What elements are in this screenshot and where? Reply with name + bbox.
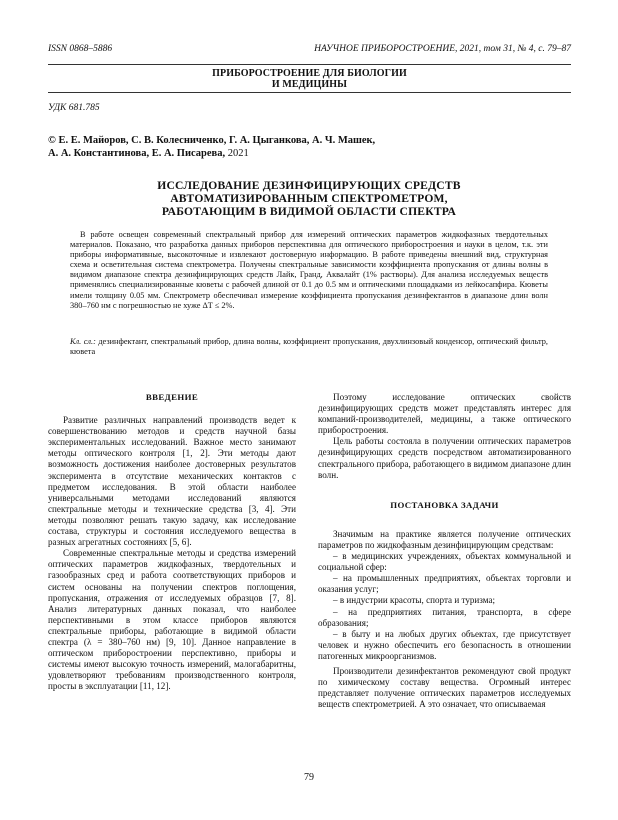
intro-paragraph-1: Развитие различных направлений производств ведет к совершенствованию методов и средств научной базы экспериментальных исследований. Важное место занимают методы оптического контроля [1, 2]. Эти методы дают возможность достижения наиболее достоверных результатов эксперимента в отсутствие механических контактов с предметом исследования. В этой области наиболее универсальными методами исследований являются спектральные методы и технические средства [3, 4]. Эти методы позволяют решать такую задачу, как исследование состава, структуры и состояния исследуемого вещества в разных агрегатных состояниях [5, 6]. — [48, 415, 296, 548]
left-column — [48, 392, 296, 692]
right-paragraph-1: Поэтому исследование оптических свойств дезинфицирующих средств может представлять интерес для компаний-производителей, медицины, а также оптического приборостроения. — [318, 392, 571, 436]
article-title — [80, 179, 538, 218]
section-banner — [48, 68, 571, 90]
keywords-label: Кл. сл.: — [70, 337, 96, 346]
right-column — [318, 392, 571, 710]
introduction-heading: ВВЕДЕНИЕ — [145, 392, 199, 402]
keywords-text: дезинфектант, спектральный прибор, длина волны, коэффициент пропускания, двухлинзовый конденсор, оптический фильтр, кювета — [70, 337, 548, 357]
section-title-line2: И МЕДИЦИНЫ — [271, 79, 348, 90]
problem-statement-heading: ПОСТАНОВКА ЗАДАЧИ — [390, 499, 499, 510]
intro-paragraph-2: Современные спектральные методы и средства измерений оптических параметров жидкофазных, твердотельных и газообразных сред и работа соответствующих приборов и систем основаны на получении спектров поглощения, пропускания, отражения от исследуемых образцов [7, 8]. Анализ литературных данных показал, что наиболее перспективными в этом классе приборов являются спектральные приборы, работающие в видимой области спектра (λ = 380–760 нм) [9, 10]. Данное направление в оптическом приборостроении перспективно, приборы и системы имеют высокую точность измерений, малогабаритны, удовлетворяют требованиям производственного контроля, просты в эксплуатации [11, 12]. — [48, 548, 296, 692]
section-title-line1: ПРИБОРОСТРОЕНИЕ ДЛЯ БИОЛОГИИ — [212, 68, 407, 79]
right-paragraph-4: Производители дезинфектантов рекомендуют свой продукт по химическому составу вещества. Огромный интерес представляет получение оптических параметров исследуемых веществ спектрометрией. А это означает, что описываемая — [318, 665, 571, 710]
title-line3: РАБОТАЮЩИМ В ВИДИМОЙ ОБЛАСТИ СПЕКТРА — [161, 205, 457, 218]
copyright-year: 2021 — [225, 148, 249, 159]
list-item: – в индустрии красоты, спорта и туризма; — [333, 595, 496, 606]
authors-line1: © Е. Е. Майоров, С. В. Колесниченко, Г. А. Цыганкова, А. Ч. Машек, — [48, 135, 376, 146]
title-line2: АВТОМАТИЗИРОВАННЫМ СПЕКТРОМЕТРОМ, — [170, 192, 448, 205]
udk-code: УДК 681.785 — [48, 103, 100, 113]
list-item: – в быту и на любых других объектах, где присутствует человек и нужно обеспечить его безопасность в отношении патогенных микроорганизмов. — [318, 628, 571, 661]
header-rule-bottom — [48, 92, 571, 93]
keywords — [70, 337, 548, 357]
abstract: В работе освещен современный спектральный прибор для измерений оптических параметров жидкофазных твердотельных материалов. Показано, что разработка данных приборов перспективна для оптического приборостроения и науки в целом, т.к. эти приборы информативные, высокоточные и извлекают достоверную информацию. В работе приведены внешний вид, структурная схема и осветительная система спектрометра. Получены спектральные зависимости коэффициента пропускания от длины волны в видимом диапазоне спектра дезинфицирующих средств Лайк, Гранд, Аквалайт (1% растворы). Для анализа исследуемых веществ применялись специализированные кюветы с рабочей длиной от 0.1 до 0.5 мм и оптическими площадками из лейкосапфира. Кюветы имели толщину 0.05 мм. Спектрометр обеспечивал измерение коэффициента пропускания дезинфектантов в диапазоне длин волн 380–760 нм с погрешностью не хуже ΔT ≤ 2%. — [70, 230, 548, 310]
authors-line2: А. А. Константинова, Е. А. Писарева, — [48, 148, 226, 159]
journal-citation: НАУЧНОЕ ПРИБОРОСТРОЕНИЕ, 2021, том 31, № 4, с. 79–87 — [314, 44, 571, 54]
list-item: – на предприятиях питания, транспорта, в сфере образования; — [318, 606, 571, 628]
header-rule-top — [48, 64, 571, 65]
issn: ISSN 0868–5886 — [48, 44, 113, 54]
list-item: – на промышленных предприятиях, объектах торговли и оказания услуг; — [318, 573, 571, 595]
list-item: – в медицинских учреждениях, объектах коммунальной и социальной сфер: — [318, 551, 571, 573]
right-paragraph-2: Цель работы состояла в получении оптических параметров дезинфицирующих средств посредством автоматизированного спектрального прибора, работающего в видимом диапазоне длин волн. — [318, 436, 571, 480]
right-paragraph-3: Значимым на практике является получение оптических параметров по жидкофазным дезинфицирующим средствам: — [318, 528, 571, 550]
page-number: 79 — [304, 772, 314, 783]
title-line1: ИССЛЕДОВАНИЕ ДЕЗИНФИЦИРУЮЩИХ СРЕДСТВ — [157, 179, 461, 192]
authors — [48, 134, 571, 160]
